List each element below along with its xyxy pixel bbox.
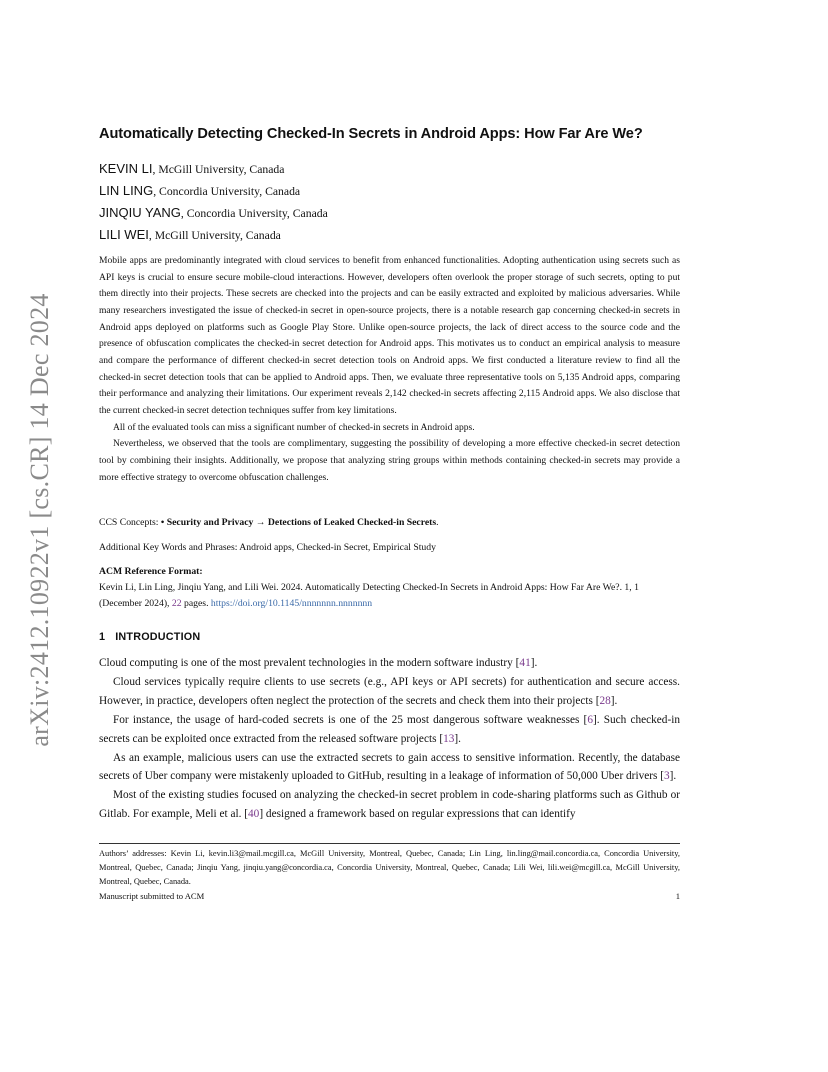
doi-link[interactable]: https://doi.org/10.1145/nnnnnnn.nnnnnnn <box>210 598 373 609</box>
abstract-paragraph: Nevertheless, we observed that the tools are complimentary, suggesting the possibility of developing a more effective checked-in secret detection tool by combining their insights. Additionally, we propose that analyzing string groups within methods containing checked-in secrets may provide a more effective strategy to overcome obfuscation challenges. <box>99 438 680 483</box>
abstract <box>99 253 680 486</box>
paper-title: Automatically Detecting Checked-In Secrets in Android Apps: How Far Are We? <box>99 126 643 142</box>
author-3 <box>99 205 328 222</box>
author-name: LILI WEI <box>99 227 149 242</box>
footnote-divider <box>99 843 680 844</box>
author-addresses-footnote: Authors’ addresses: Kevin Li, kevin.li3@mail.mcgill.ca, McGill University, Montreal, Quebec, Canada; Lin Ling, lin.ling@mail.concordia.ca, Concordia University, Montreal, Quebec, Canada; Jinqiu Yang, jinqiu.yang@concordia.ca, Concordia University, Montreal, Quebec, Canada; Lili Wei, lili.wei@mcgill.ca, McGill University, Montreal, Quebec, Canada. <box>99 849 680 886</box>
section-title: INTRODUCTION <box>115 631 201 643</box>
ccs-end: . <box>436 517 439 528</box>
intro-paragraph <box>99 711 680 749</box>
acm-reference <box>99 564 680 612</box>
author-name: KEVIN LI <box>99 161 153 176</box>
author-name: LIN LING <box>99 183 154 198</box>
intro-text: ]. <box>610 694 618 707</box>
abstract-paragraph: All of the evaluated tools can miss a significant number of checked-in secrets in Android apps. <box>113 421 475 433</box>
introduction-body <box>99 654 680 824</box>
author-4 <box>99 227 281 244</box>
intro-text: ]. <box>530 657 538 669</box>
keywords: Additional Key Words and Phrases: Android apps, Checked-in Secret, Empirical Study <box>99 542 436 553</box>
author-affiliation: , McGill University, Canada <box>148 229 281 242</box>
intro-paragraph <box>99 673 680 711</box>
ccs-concepts <box>99 515 680 531</box>
intro-text: ]. <box>454 732 461 745</box>
reference-pages-link[interactable]: 22 <box>171 598 182 609</box>
author-2 <box>99 183 300 200</box>
citation-link[interactable]: 41 <box>519 657 531 669</box>
reference-text: Kevin Li, Lin Ling, Jinqiu Yang, and Lili Wei. 2024. Automatically Detecting Checked-In Secrets in Android Apps: How Far Are We?. 1, 1 (December 2024), <box>99 582 639 609</box>
intro-text: ]. Such checked-in secrets can be exploited once extracted from the released software projects [ <box>99 713 680 745</box>
section-heading <box>99 631 200 643</box>
citation-link[interactable]: 3 <box>664 770 670 783</box>
ccs-bullet: • <box>160 517 167 528</box>
citation-link[interactable]: 13 <box>443 732 455 745</box>
citation-link[interactable]: 6 <box>587 713 593 726</box>
intro-text: Most of the existing studies focused on analyzing the checked-in secret problem in code-sharing platforms such as Github or Gitlab. For example, Meli et al. [ <box>99 789 680 821</box>
intro-text: ]. <box>669 770 677 783</box>
footer-manuscript-note: Manuscript submitted to ACM <box>99 891 205 901</box>
author-affiliation: , McGill University, Canada <box>152 163 285 176</box>
reference-text: pages. <box>181 598 211 609</box>
ccs-concept: Security and Privacy <box>166 517 254 528</box>
page-footer <box>99 891 680 901</box>
intro-paragraph <box>99 749 680 787</box>
intro-text: As an example, malicious users can use the extracted secrets to gain access to sensitive information. Recently, the database secrets of Uber company were mistakenly uploaded to GitHub, resulting in a leakage of information of 50,000 Uber drivers [ <box>99 751 680 783</box>
page-number: 1 <box>675 891 680 901</box>
intro-paragraph <box>99 786 680 824</box>
intro-paragraph <box>99 654 680 673</box>
intro-text: For instance, the usage of hard-coded secrets is one of the 25 most dangerous software weaknesses [ <box>113 713 588 726</box>
reference-heading: ACM Reference Format: <box>99 566 203 577</box>
author-affiliation: , Concordia University, Canada <box>153 185 301 198</box>
section-number: 1 <box>99 631 106 643</box>
author-1 <box>99 161 284 178</box>
intro-text: ] designed a framework based on regular expressions that can identify <box>259 808 576 821</box>
ccs-subconcept: Detections of Leaked Checked-in Secrets <box>267 517 437 528</box>
citation-link[interactable]: 28 <box>599 694 611 707</box>
intro-text: Cloud computing is one of the most prevalent technologies in the modern software industry [ <box>99 657 520 669</box>
citation-link[interactable]: 40 <box>248 808 260 821</box>
ccs-label: CCS Concepts: <box>99 517 161 528</box>
arxiv-identifier-text: arXiv:2412.10922v1 [cs.CR] 14 Dec 2024 <box>25 293 54 747</box>
author-name: JINQIU YANG <box>99 205 181 220</box>
author-affiliation: , Concordia University, Canada <box>180 207 328 220</box>
abstract-paragraph: Mobile apps are predominantly integrated with cloud services to benefit from enhanced functionalities. Adopting authentication using secrets such as API keys is crucial to ensure secure mobile-cloud interactions. However, developers often overlook the proper storage of such secrets, opting to put them directly into their projects. These secrets are checked into the projects and can be easily extracted and exploited by malicious adversaries. While many researchers investigated the issue of checked-in secret in open-source projects, there is a notable research gap concerning checked-in secrets in Android apps deployed on platforms such as Google Play Store. Unlike open-source projects, the lack of direct access to the source code and the presence of obfuscation complicates the checked-in secret detection for Android apps. This motivates us to conduct an empirical analysis to measure and compare the performance of different checked-in secret detection tools on Android apps. We first conducted a literature review to find all the checked-in secret detection tools that can be applied to Android apps. Then, we evaluate three representative tools on 5,135 Android apps, comparing their performance and analyzing their limitations. Our experiment reveals 2,142 checked-in secrets affecting 2,115 Android apps. We also disclose that the current checked-in secret detection techniques suffer from key limitations. <box>99 255 680 416</box>
intro-text: Cloud services typically require clients to use secrets (e.g., API keys or API secrets) for authentication and secure access. However, in practice, developers often neglect the protection of the secrets and check them into their projects [ <box>99 675 680 707</box>
ccs-arrow: → <box>253 517 268 528</box>
